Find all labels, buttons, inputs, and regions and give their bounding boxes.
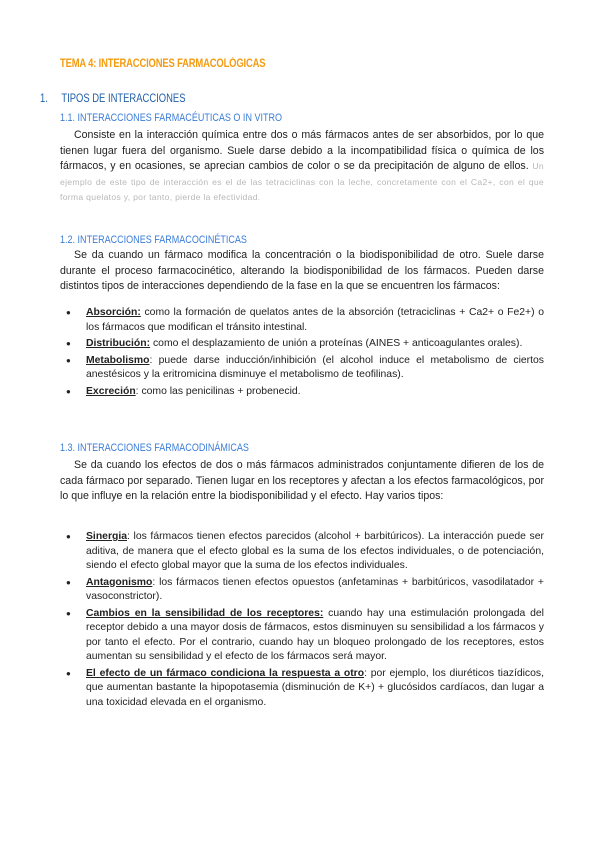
subsection-heading-1-2: 1.2. INTERACCIONES FARMACOCINÉTICAS <box>60 234 247 246</box>
list-item-term: Antagonismo <box>86 576 153 588</box>
list-item-term: Sinergia <box>86 531 127 542</box>
subsection-heading-1-1: 1.1. INTERACCIONES FARMACÉUTICAS O IN VITRO <box>60 112 283 124</box>
section-number: 1. <box>40 93 48 105</box>
pharmacodynamic-list <box>60 530 544 712</box>
faded-note: Un ejemplo de este tipo de interacción es el de las tetraciclinas con la leche, concretamente con el Ca2+, con el que forma quelatos y, por tanto, pierde la efectividad. <box>60 161 544 203</box>
list-item-text: cuando hay una estimulación prolongada del receptor debido a una mayor dosis de fármacos, estos disminuyen su sensibilidad a los fármacos y por tanto el efecto. Por el contrario, cuando hay un bloqueo prolongado de los receptores, estos aumentan su sensibilidad y el efecto de los fármacos será mayor. <box>86 607 544 662</box>
list-item-term: Distribución: <box>86 338 151 349</box>
list-item <box>60 306 544 335</box>
paragraph-1-3 <box>60 458 544 505</box>
pharmacokinetic-list <box>60 306 544 401</box>
document-title: TEMA 4: INTERACCIONES FARMACOLÓGICAS <box>60 58 266 70</box>
list-item <box>60 576 544 605</box>
list-item-text: : puede darse inducción/inhibición (el alcohol induce el metabolismo de ciertos anestésicos y la eritromicina disminuye el metabolismo de teofilinas). <box>86 354 544 380</box>
subsection-heading-1-3: 1.3. INTERACCIONES FARMACODINÁMICAS <box>60 442 249 454</box>
list-item-term: El efecto de un fármaco condiciona la respuesta a otro <box>86 667 365 679</box>
list-item-text: : los fármacos tienen efectos opuestos (anfetaminas + barbitúricos, vasodilatador + vasoconstrictor). <box>86 576 544 602</box>
paragraph-1-1 <box>60 128 544 206</box>
list-item <box>60 385 544 400</box>
list-item <box>60 337 544 352</box>
list-item-text: : como las penicilinas + probenecid. <box>135 385 301 397</box>
list-item-term: Absorción: <box>86 307 141 318</box>
paragraph-1-1-text: Consiste en la interacción química entre dos o más fármacos antes de ser absorbidos, por lo que tienen lugar fuera del organismo. Suele darse debido a la incompatibilidad física o química de los fármacos, y en ocasiones, se aprecian cambios de color o se da precipitación de alguno de ellos. <box>60 129 544 173</box>
list-item-term: Metabolismo <box>86 354 150 366</box>
list-item-text: : los fármacos tienen efectos parecidos (alcohol + barbitúricos). La interacción puede ser aditiva, de manera que el efecto global es la suma de los efectos individuales, o de potenciación, siendo el efecto global mayor que la suma de los efectos individuales. <box>86 531 544 571</box>
list-item-term: Excreción <box>86 385 136 397</box>
paragraph-1-2-text: Se da cuando un fármaco modifica la concentración o la biodisponibilidad de otro. Suele darse durante el proceso farmacocinético, alterando la biodisponibilidad de los fármacos. Pueden darse distintos tipos de interacciones dependiendo de la fase en la que se encuentren los fármacos: <box>60 249 544 293</box>
section-title: TIPOS DE INTERACCIONES <box>61 93 186 105</box>
section-heading <box>40 93 185 105</box>
list-item <box>60 354 544 383</box>
paragraph-1-3-text: Se da cuando los efectos de dos o más fármacos administrados conjuntamente difieren de los de cada fármaco por separado. Tienen lugar en los receptores y afectan a los efectos farmacológicos, por lo que influye en la relación entre la biodisponibilidad y el efecto. Hay varios tipos: <box>60 459 544 503</box>
list-item-text: como el desplazamiento de unión a proteínas (AINES + anticoagulantes orales). <box>150 338 523 349</box>
list-item <box>60 607 544 665</box>
list-item-text: : por ejemplo, los diuréticos tiazídicos, que aumentan bastante la hipopotasemia (disminución de K+) + glucósidos cardíacos, dan lugar a una toxicidad elevada en el organismo. <box>86 667 544 708</box>
list-item-term: Cambios en la sensibilidad de los receptores: <box>86 607 324 619</box>
list-item <box>60 530 544 574</box>
list-item <box>60 667 544 711</box>
paragraph-1-2 <box>60 248 544 295</box>
list-item-text: como la formación de quelatos antes de la absorción (tetraciclinas + Ca2+ o Fe2+) o los fármacos que modifican el tránsito intestinal. <box>86 307 544 333</box>
